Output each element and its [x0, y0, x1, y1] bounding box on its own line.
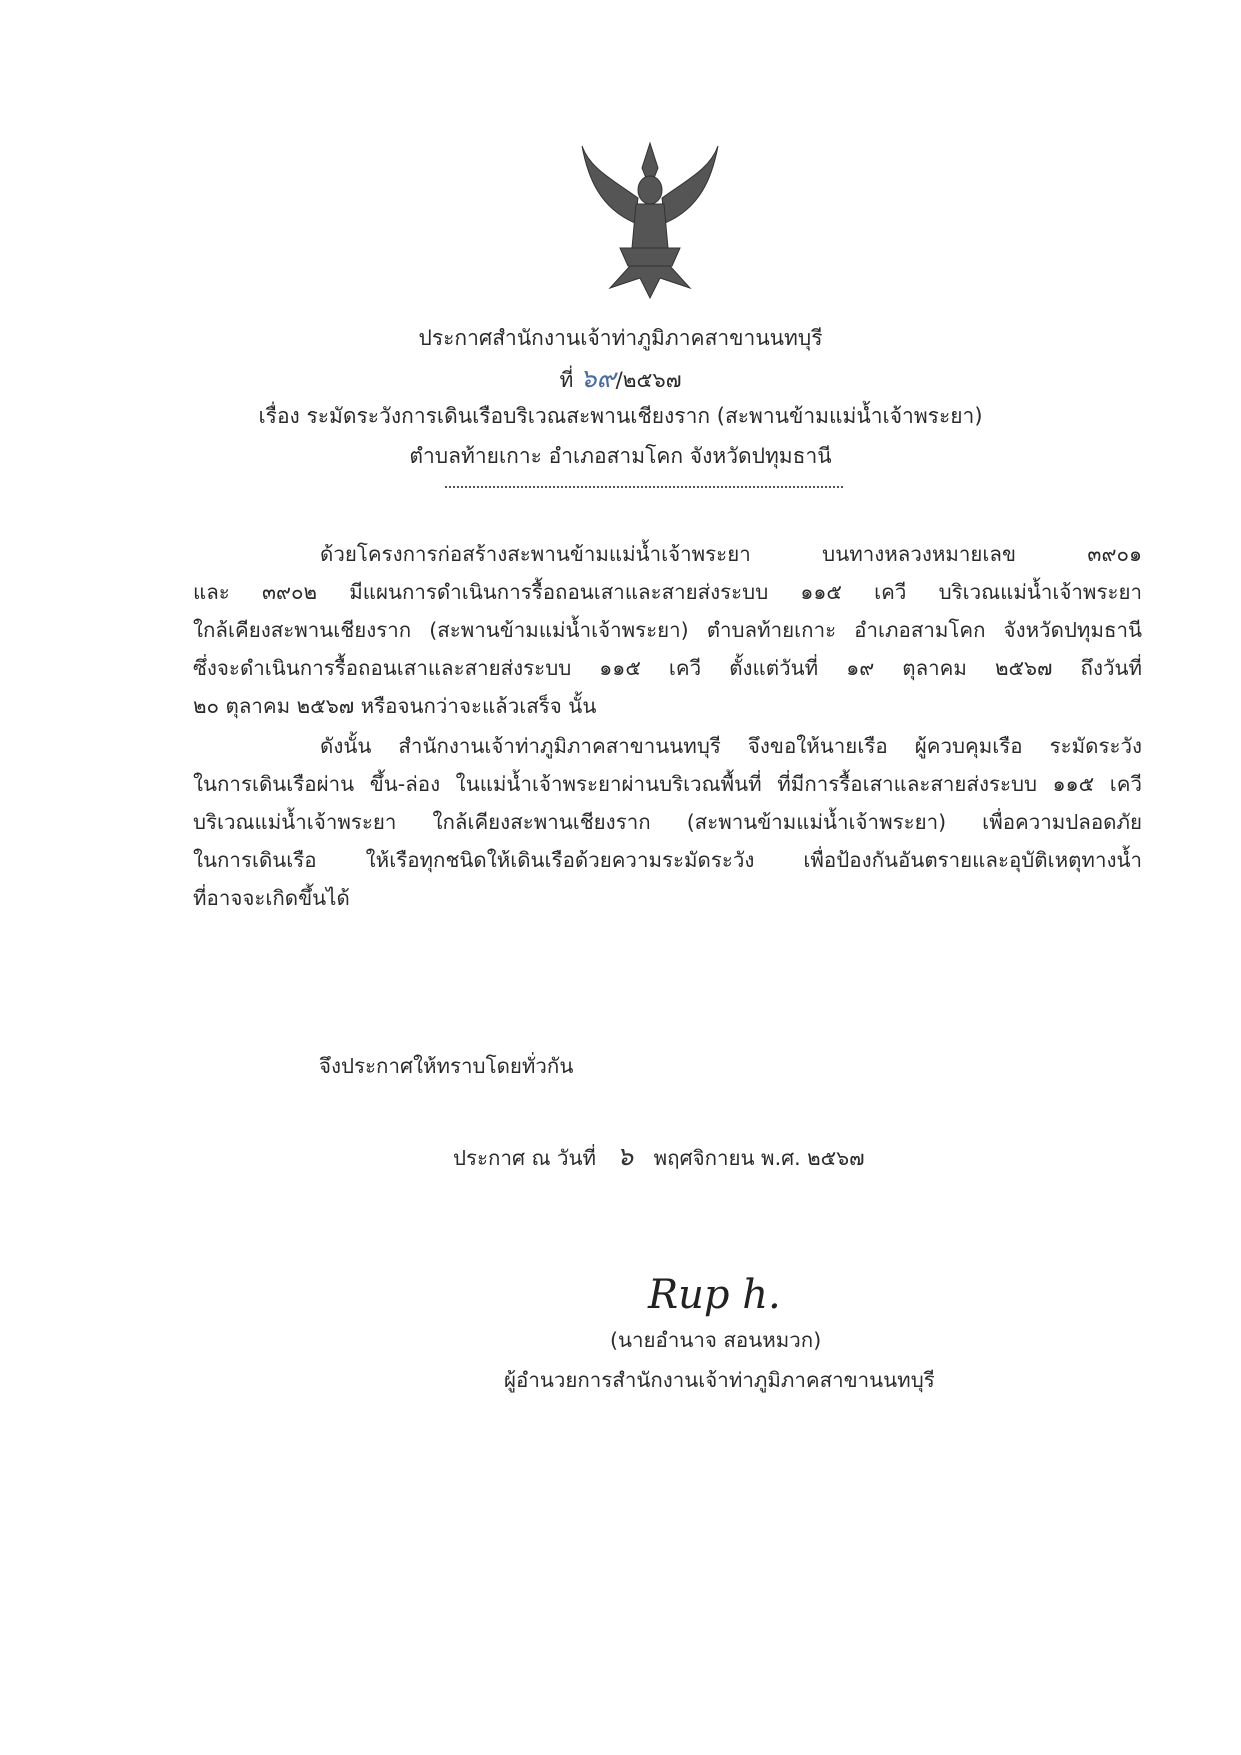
signature: Rup h.: [648, 1272, 781, 1318]
dotted-divider: [445, 486, 843, 488]
garuda-emblem-icon: [580, 138, 720, 300]
date-prefix: ประกาศ ณ วันที่: [453, 1146, 597, 1170]
number-prefix: ที่: [559, 368, 574, 392]
signer-name: (นายอำนาจ สอนหมวก): [610, 1328, 822, 1352]
announcement-number: [0, 358, 1241, 399]
body-line: ดังนั้น สำนักงานเจ้าท่าภูมิภาคสาขานนทบุรี จึงขอให้นายเรือ ผู้ควบคุมเรือ ระมัดระวัง: [320, 734, 1142, 758]
body-line: และ ๓๙๐๒ มีแผนการดำเนินการรื้อถอนเสาและสายส่งระบบ ๑๑๕ เควี บริเวณแม่น้ำเจ้าพระยา: [193, 580, 1142, 604]
handwritten-number: ๖๙: [580, 364, 616, 394]
date-suffix: พฤศจิกายน พ.ศ. ๒๕๖๗: [653, 1146, 865, 1170]
closing-announce: จึงประกาศให้ทราบโดยทั่วกัน: [319, 1054, 574, 1078]
body-line: ด้วยโครงการก่อสร้างสะพานข้ามแม่น้ำเจ้าพระยา บนทางหลวงหมายเลข ๓๙๐๑: [320, 542, 1142, 566]
body-line: ที่อาจจะเกิดขึ้นได้: [193, 886, 350, 910]
body-line: ใกล้เคียงสะพานเชียงราก (สะพานข้ามแม่น้ำเจ้าพระยา) ตำบลท้ายเกาะ อำเภอสามโคก จังหวัดปทุมธานี: [193, 618, 1142, 642]
announcement-date: [453, 1136, 865, 1177]
number-suffix: /๒๕๖๗: [615, 368, 682, 392]
announcement-title: ประกาศสำนักงานเจ้าท่าภูมิภาคสาขานนทบุรี: [418, 326, 823, 350]
handwritten-day: ๖: [616, 1142, 634, 1172]
subject-line-2: ตำบลท้ายเกาะ อำเภอสามโคก จังหวัดปทุมธานี: [409, 444, 832, 468]
signer-title: ผู้อำนวยการสำนักงานเจ้าท่าภูมิภาคสาขานนทบุรี: [504, 1368, 935, 1392]
body-line: ในการเดินเรือ ให้เรือทุกชนิดให้เดินเรือด้วยความระมัดระวัง เพื่อป้องกันอันตรายและอุบัติเหตุทางน้ำ: [193, 848, 1142, 872]
body-line: บริเวณแม่น้ำเจ้าพระยา ใกล้เคียงสะพานเชียงราก (สะพานข้ามแม่น้ำเจ้าพระยา) เพื่อความปลอดภัย: [193, 810, 1142, 834]
body-line: ในการเดินเรือผ่าน ขึ้น-ล่อง ในแม่น้ำเจ้าพระยาผ่านบริเวณพื้นที่ ที่มีการรื้อเสาและสายส่งระบบ ๑๑๕ เควี: [193, 772, 1142, 796]
body-line: ซึ่งจะดำเนินการรื้อถอนเสาและสายส่งระบบ ๑๑๕ เควี ตั้งแต่วันที่ ๑๙ ตุลาคม ๒๕๖๗ ถึงวันที่: [193, 656, 1142, 680]
subject-line: เรื่อง ระมัดระวังการเดินเรือบริเวณสะพานเชียงราก (สะพานข้ามแม่น้ำเจ้าพระยา): [258, 404, 983, 428]
body-line: ๒๐ ตุลาคม ๒๕๖๗ หรือจนกว่าจะแล้วเสร็จ นั้น: [193, 694, 597, 718]
